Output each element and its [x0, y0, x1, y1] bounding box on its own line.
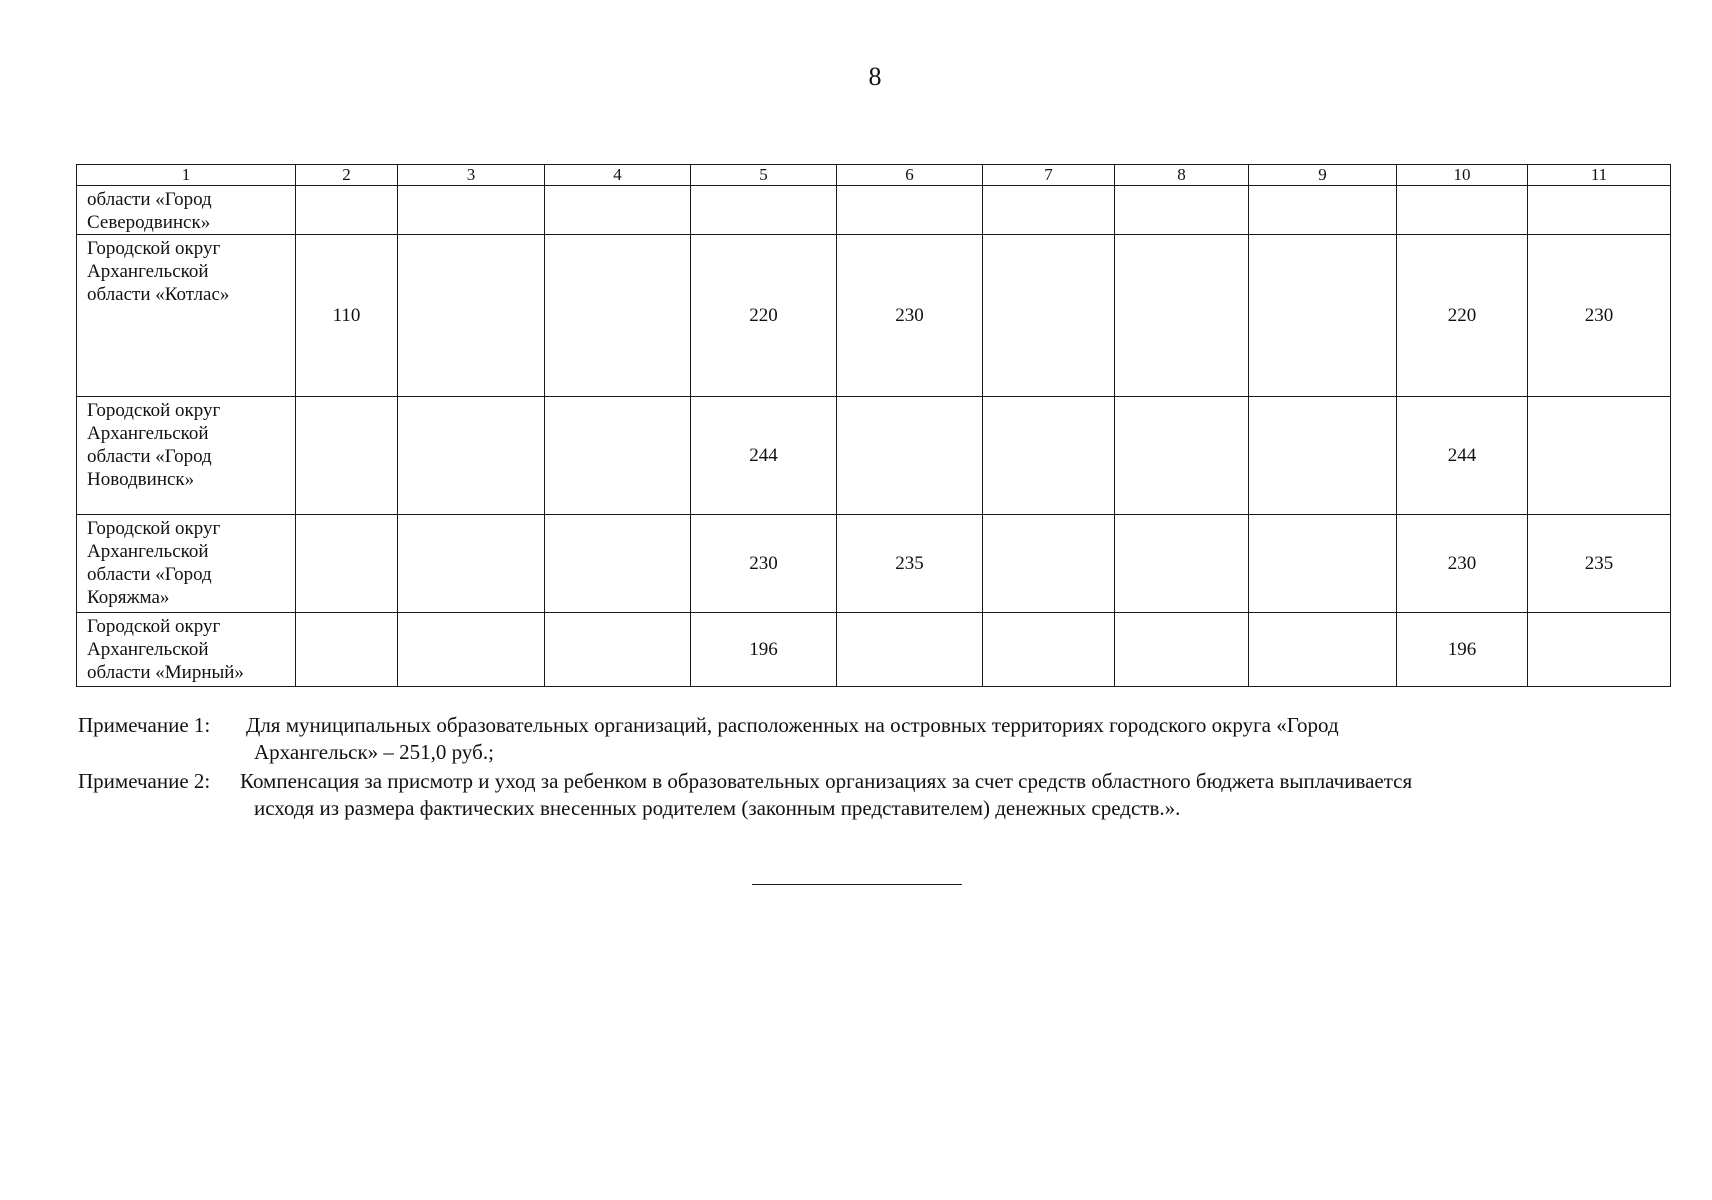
value-cell	[398, 613, 545, 687]
municipality-name-line: области «Город	[87, 189, 212, 210]
municipality-name-line: Северодвинск»	[87, 212, 211, 233]
value-cell	[1249, 613, 1397, 687]
municipality-name-line: Городской округ	[87, 616, 221, 637]
value-cell	[837, 186, 983, 235]
value-cell: 230	[691, 515, 837, 613]
column-header: 2	[296, 165, 398, 186]
municipality-name-cell	[77, 515, 296, 613]
value-cell: 235	[1528, 515, 1671, 613]
column-header: 7	[983, 165, 1115, 186]
value-cell	[1528, 613, 1671, 687]
municipality-name-line: Архангельской	[87, 639, 209, 660]
table-header-row	[77, 165, 1671, 186]
note-text-line: Компенсация за присмотр и уход за ребенком в образовательных организациях за счет средств областного бюджета выплачивается	[240, 769, 1413, 793]
municipality-name-line: Архангельской	[87, 541, 209, 562]
note-text	[240, 768, 1638, 795]
value-cell	[1115, 397, 1249, 515]
column-header: 11	[1528, 165, 1671, 186]
note-2	[78, 768, 1638, 795]
data-table	[76, 164, 1671, 687]
value-cell	[1528, 397, 1671, 515]
value-cell: 196	[691, 613, 837, 687]
value-cell: 230	[1397, 515, 1528, 613]
value-cell: 196	[1397, 613, 1528, 687]
municipality-name-line: Новодвинск»	[87, 469, 195, 490]
value-cell: 235	[837, 515, 983, 613]
municipality-name-line: области «Город	[87, 446, 212, 467]
column-header: 3	[398, 165, 545, 186]
note-2-continuation	[78, 795, 1638, 822]
value-cell	[296, 613, 398, 687]
value-cell	[545, 613, 691, 687]
note-1-continuation	[78, 739, 1638, 766]
page-number: 8	[868, 62, 882, 91]
value-cell	[545, 515, 691, 613]
municipality-name-cell	[77, 397, 296, 515]
value-cell	[1115, 235, 1249, 397]
value-cell: 244	[691, 397, 837, 515]
value-cell	[1249, 186, 1397, 235]
note-label: Примечание 2:	[78, 769, 211, 793]
note-text-line: Архангельск» – 251,0 руб.;	[254, 740, 494, 764]
value-cell: 220	[691, 235, 837, 397]
value-cell	[398, 235, 545, 397]
value-cell	[296, 186, 398, 235]
column-header: 1	[77, 165, 296, 186]
municipality-name-cell	[77, 186, 296, 235]
value-cell: 110	[296, 235, 398, 397]
value-cell	[296, 397, 398, 515]
municipality-name-line: области «Город	[87, 564, 212, 585]
municipality-name-line: области «Котлас»	[87, 284, 230, 305]
column-header: 10	[1397, 165, 1528, 186]
value-cell	[983, 235, 1115, 397]
value-cell	[545, 235, 691, 397]
value-cell	[296, 515, 398, 613]
value-cell	[398, 397, 545, 515]
table-row	[77, 515, 1671, 613]
municipality-name-line: Архангельской	[87, 423, 209, 444]
value-cell	[398, 186, 545, 235]
value-cell	[545, 397, 691, 515]
value-cell	[1115, 613, 1249, 687]
table-row	[77, 397, 1671, 515]
value-cell	[1249, 235, 1397, 397]
value-cell	[1528, 186, 1671, 235]
value-cell: 220	[1397, 235, 1528, 397]
note-label: Примечание 1:	[78, 713, 211, 737]
value-cell	[1249, 515, 1397, 613]
value-cell	[983, 613, 1115, 687]
note-text-line: исходя из размера фактических внесенных родителем (законным представителем) денежных средств.».	[254, 796, 1181, 820]
municipality-name-cell	[77, 235, 296, 397]
table-row	[77, 613, 1671, 687]
municipality-name-line: области «Мирный»	[87, 662, 244, 683]
note-1	[78, 712, 1638, 739]
value-cell	[691, 186, 837, 235]
municipality-name-line: Городской округ	[87, 518, 221, 539]
value-cell: 230	[1528, 235, 1671, 397]
value-cell	[837, 613, 983, 687]
value-cell	[837, 397, 983, 515]
end-separator-line	[752, 884, 962, 885]
column-header: 4	[545, 165, 691, 186]
value-cell	[1115, 515, 1249, 613]
value-cell: 244	[1397, 397, 1528, 515]
value-cell	[545, 186, 691, 235]
table-container	[76, 164, 1670, 687]
value-cell: 230	[837, 235, 983, 397]
note-text-line: Для муниципальных образовательных организаций, расположенных на островных территориях городского округа «Город	[246, 713, 1339, 737]
value-cell	[983, 186, 1115, 235]
column-header: 5	[691, 165, 837, 186]
value-cell	[1397, 186, 1528, 235]
value-cell	[1249, 397, 1397, 515]
value-cell	[1115, 186, 1249, 235]
notes-section	[78, 712, 1638, 824]
municipality-name-line: Архангельской	[87, 261, 209, 282]
municipality-name-cell	[77, 613, 296, 687]
table-row	[77, 235, 1671, 397]
column-header: 6	[837, 165, 983, 186]
municipality-name-line: Городской округ	[87, 238, 221, 259]
table-row	[77, 186, 1671, 235]
note-text	[246, 712, 1638, 739]
column-header: 8	[1115, 165, 1249, 186]
value-cell	[398, 515, 545, 613]
value-cell	[983, 515, 1115, 613]
municipality-name-line: Городской округ	[87, 400, 221, 421]
value-cell	[983, 397, 1115, 515]
column-header: 9	[1249, 165, 1397, 186]
municipality-name-line: Коряжма»	[87, 587, 170, 608]
